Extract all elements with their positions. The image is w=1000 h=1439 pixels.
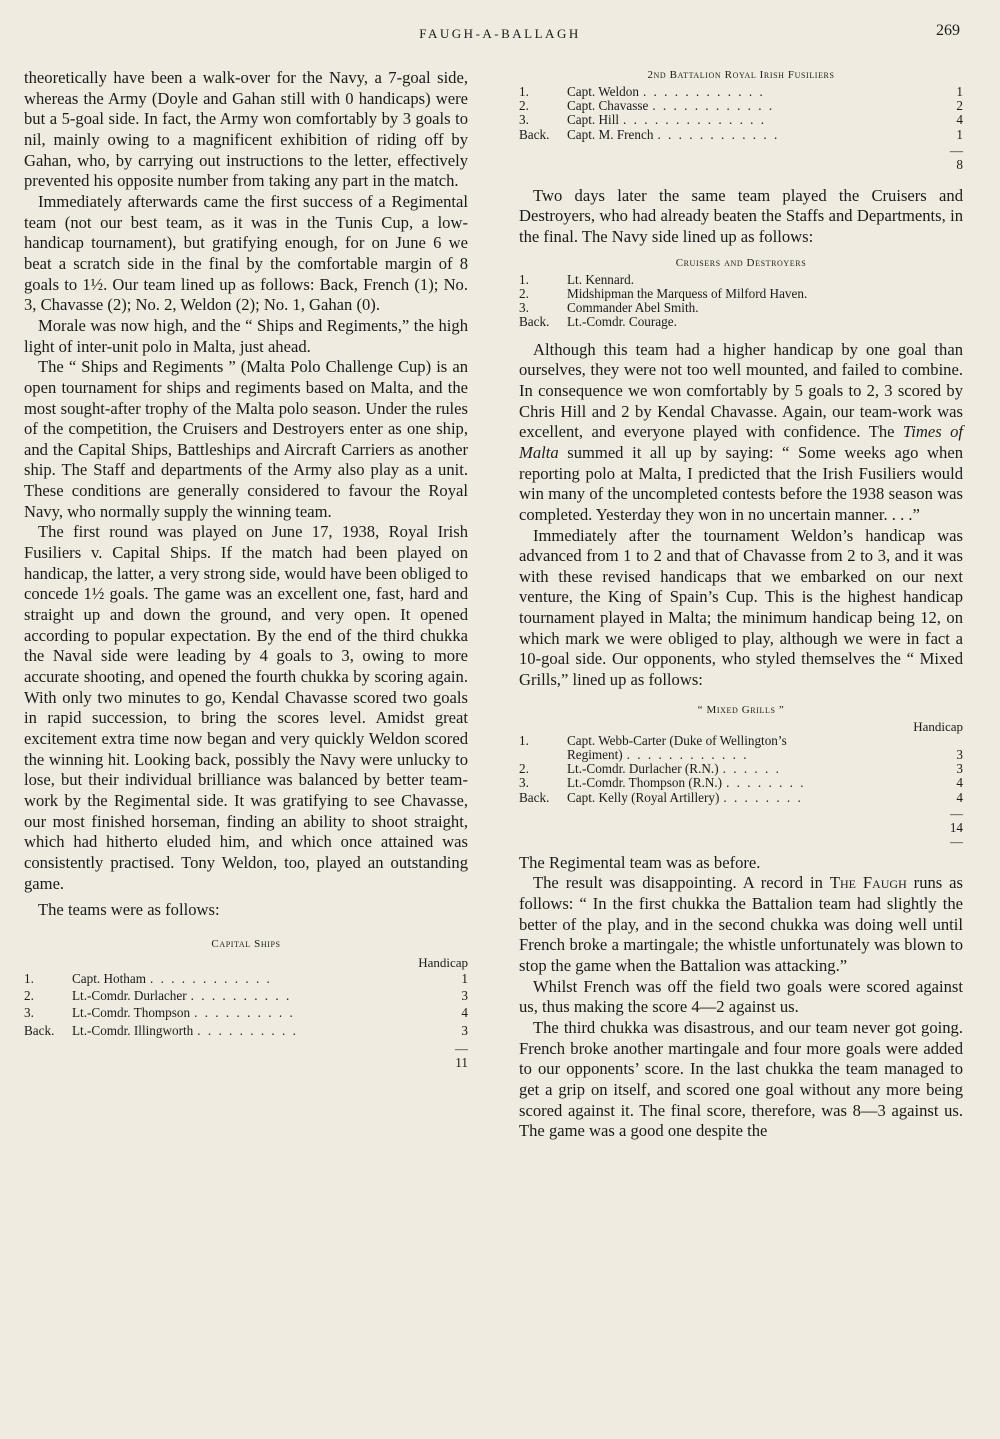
running-title: FAUGH-A-BALLAGH xyxy=(419,26,581,41)
team-player: Lt.-Comdr. Durlacher . . . . . . . . . . xyxy=(72,988,292,1004)
team-player: Capt. M. French . . . . . . . . . . . . xyxy=(567,126,780,142)
team-row xyxy=(519,85,963,99)
team-heading: 2nd Battalion Royal Irish Fusiliers xyxy=(647,69,835,81)
team-position: 1. xyxy=(24,970,34,986)
team-row xyxy=(24,989,468,1003)
right-column xyxy=(519,68,963,1142)
team-row xyxy=(519,734,963,762)
team-handicap: 4 xyxy=(956,112,963,128)
team-row xyxy=(24,1024,468,1038)
team-position: Back. xyxy=(519,314,550,330)
team-position: 1. xyxy=(519,84,529,99)
team-position: 3. xyxy=(519,112,529,128)
paragraph: Immediately after the tournament Weldon’s handicap was advanced from 1 to 2 and that of Chavasse from 2 to 3, and it was with these revised handicaps that we embarked on our next venture, the King of Spain’s Cup. This is the highest handicap tournament played in Malta; the minimum handicap being 12, on which mark we were obliged to play, although we were in fact a 10-goal side. Our opponents, who styled themselves the “ Mixed Grills,” lined up as follows: xyxy=(519,525,963,690)
journal-title: The Faugh xyxy=(829,873,907,893)
running-head xyxy=(0,22,1000,46)
team-position: Back. xyxy=(24,1022,55,1038)
page-number: 269 xyxy=(936,22,960,39)
team-player: Lt.-Comdr. Courage. xyxy=(567,314,677,330)
team-player: Capt. Hill . . . . . . . . . . . . . . xyxy=(567,112,767,128)
team-row xyxy=(24,1006,468,1020)
team-table xyxy=(519,85,963,142)
team-position: 3. xyxy=(519,775,529,791)
team-total: 14 xyxy=(949,819,963,835)
team-player: Capt. Webb-Carter (Duke of Wellington’s Regiment) . . . . . . . . . . . . xyxy=(567,732,787,762)
team-position: 2. xyxy=(519,761,529,777)
newspaper-title: Times of Malta xyxy=(519,422,963,462)
team-position: 2. xyxy=(519,285,529,301)
team-handicap: 1 xyxy=(461,970,468,986)
team-player: Lt. Kennard. xyxy=(567,271,635,287)
team-row xyxy=(519,273,963,287)
team-player: Lt.-Comdr. Durlacher (R.N.) . . . . . . xyxy=(567,761,781,777)
paragraph: Whilst French was off the field two goals were scored against us, thus making the score 4—2 against us. xyxy=(519,976,963,1017)
team-row xyxy=(519,128,963,142)
team-table xyxy=(24,972,468,1038)
team-handicap: 4 xyxy=(461,1005,468,1021)
team-table xyxy=(519,273,963,330)
team-position: 2. xyxy=(24,988,34,1004)
total-rule: — xyxy=(950,142,963,158)
total-rule: — xyxy=(950,833,963,849)
cruisers-team xyxy=(519,256,963,330)
team-player: Midshipman the Marquess of Milford Haven. xyxy=(567,285,808,301)
team-heading: Cruisers and Destroyers xyxy=(675,256,807,269)
mixed-grills-team xyxy=(519,703,963,849)
team-row xyxy=(519,287,963,301)
team-handicap: 4 xyxy=(956,775,963,791)
team-total: 8 xyxy=(956,156,963,172)
team-table xyxy=(519,734,963,805)
paragraph: The “ Ships and Regiments ” (Malta Polo Challenge Cup) is an open tournament for ships and regiments based on Malta, and the most sought-after trophy of the Malta polo season. Under the rules of the competition, the Cruisers and Destroyers enter as one ship, and the Capital Ships, Battleships and Aircraft Carriers as another ship. The Staff and departments of the Army also play as a unit. These conditions are generally considered to favour the Royal Navy, who normally supply the winning team. xyxy=(24,357,468,521)
team-position: 3. xyxy=(519,300,529,316)
team-row xyxy=(519,315,963,329)
left-column xyxy=(24,68,468,1070)
paragraph: The first round was played on June 17, 1938, Royal Irish Fusiliers v. Capital Ships. If the match had been played on handicap, the latter, a very strong side, would have been obliged to concede 1½ goals. The game was an excellent one, fast, hard and straight up and down the ground, and very open. It opened according to popular expectation. By the end of the third chukka the Naval side were leading by 4 goals to 3, owing to more accurate shooting, and opened the fourth chukka by scoring again. With only two minutes to go, Kendal Chavasse scored two goals in rapid succession, to bring the scores level. Amidst great excitement extra time now began and very quickly Weldon scored the winning hit. Looking back, possibly the Navy were unlucky to lose, but their individual brilliance was balanced by better team-work by the Regimental side. It was gratifying to see Chavasse, our most finished horseman, finding an ability to shoot straight, which had hitherto eluded him, and which once attained was consistently practised. Tony Weldon, too, played an outstanding game. xyxy=(24,522,468,893)
team-player: Capt. Hotham . . . . . . . . . . . . xyxy=(72,970,272,986)
paragraph: Morale was now high, and the “ Ships and Regiments,” the high light of inter-unit polo in Malta, just ahead. xyxy=(24,315,468,356)
team-row xyxy=(519,776,963,790)
team-player: Capt. Weldon . . . . . . . . . . . . xyxy=(567,84,765,99)
team-handicap: 3 xyxy=(956,746,963,762)
paragraph: Immediately afterwards came the first success of a Regimental team (not our best team, as it was in the Tunis Cup, a low-handicap tournament), but gratifying enough, for on June 6 we beat a scratch side in the final by the comfortable margin of 8 goals to 1½. Our team lined up as follows: Back, French (1); No. 3, Chavasse (2); No. 2, Weldon (2); No. 1, Gahan (0). xyxy=(24,191,468,315)
team-player: Commander Abel Smith. xyxy=(567,300,699,316)
team-total: 11 xyxy=(455,1054,468,1070)
team-row xyxy=(519,301,963,315)
capital-ships-team xyxy=(24,937,468,1070)
team-player: Lt.-Comdr. Illingworth . . . . . . . . . . xyxy=(72,1022,298,1038)
team-row xyxy=(519,762,963,776)
team-handicap: 3 xyxy=(956,761,963,777)
paragraph: Two days later the same team played the Cruisers and Destroyers, who had already beaten the Staffs and Departments, in the final. The Navy side lined up as follows: xyxy=(519,185,963,247)
team-row xyxy=(519,99,963,113)
team-position: 1. xyxy=(519,271,529,287)
paragraph: theoretically have been a walk-over for the Navy, a 7-goal side, whereas the Army (Doyle and Gahan still with 0 handicaps) were but a 5-goal side. In fact, the Army won comfortably by 3 goals to nil, mainly owing to a magnificent exhibition of riding off by Gahan, who, by carrying out instructions to the letter, effectively prevented his opposite number from taking any part in the match. xyxy=(24,68,468,191)
team-handicap: 3 xyxy=(461,988,468,1004)
team-handicap: 1 xyxy=(956,126,963,142)
total-rule: — xyxy=(950,805,963,821)
team-handicap: 1 xyxy=(956,84,963,99)
paragraph: The Regimental team was as before. xyxy=(519,852,761,872)
team-position: Back. xyxy=(519,126,550,142)
paragraph: Although this team had a higher handicap by one goal than ourselves, they were not too well mounted, and failed to combine. In consequence we won comfortably by 5 goals to 2, 3 scored by Chris Hill and 2 by Kendal Chavasse. Again, our team-work was excellent, and everyone played with confidence. The Times of Malta summed it all up by saying: “ Some weeks ago when reporting polo at Malta, I predicted that the Irish Fusiliers would win many of the uncompleted contests before the 1938 season was completed. Yesterday they won in no uncertain manner. . . .” xyxy=(519,339,963,524)
handicap-label: Handicap xyxy=(418,954,468,970)
team-handicap: 3 xyxy=(461,1022,468,1038)
team-heading: “ Mixed Grills ” xyxy=(697,703,785,716)
team-handicap: 4 xyxy=(956,789,963,805)
team-player: Lt.-Comdr. Thompson (R.N.) . . . . . . . . xyxy=(567,775,806,791)
paragraph: The result was disappointing. A record in The Faugh runs as follows: “ In the first chukka the Battalion team had slightly the better of the play, and in the second chukka was doing well until French broke a martingale; the whistle unfortunately was blown to stop the game when the Battalion was attacking.” xyxy=(519,873,963,976)
team-row xyxy=(24,972,468,986)
total-rule: — xyxy=(455,1040,468,1056)
team-row xyxy=(519,791,963,805)
paragraph: The teams were as follows: xyxy=(38,900,220,920)
team-player: Lt.-Comdr. Thompson . . . . . . . . . . xyxy=(72,1005,295,1021)
team-player: Capt. Kelly (Royal Artillery) . . . . . . . . xyxy=(567,789,803,805)
team-position: Back. xyxy=(519,789,550,805)
fusiliers-team xyxy=(519,68,963,172)
team-position: 3. xyxy=(24,1005,34,1021)
team-handicap: 2 xyxy=(956,98,963,114)
team-position: 2. xyxy=(519,98,529,114)
team-row xyxy=(519,113,963,127)
paragraph: The third chukka was disastrous, and our team never got going. French broke another martingale and four more goals were added to our opponents’ score. In the last chukka the team managed to get a grip on itself, and scored one goal without any more being scored against it. The final score, therefore, was 8—3 against us. The game was a good one despite the xyxy=(519,1018,963,1141)
handicap-label: Handicap xyxy=(913,718,963,734)
team-position: 1. xyxy=(519,732,529,748)
team-player: Capt. Chavasse . . . . . . . . . . . . xyxy=(567,98,775,114)
team-heading: Capital Ships xyxy=(211,937,281,950)
